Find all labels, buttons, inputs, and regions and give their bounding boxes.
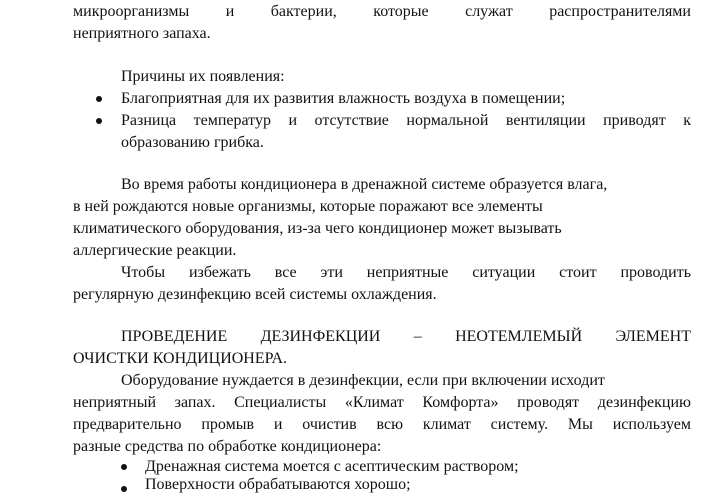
avoid-line-1: Чтобы избежать все эти неприятные ситуации стоит проводить — [121, 264, 691, 281]
bullet-icon — [121, 486, 127, 492]
bullet-icon — [96, 96, 102, 102]
equipment-line-3: предварительно промыв и очистив всю климат систему. Мы используем — [73, 416, 691, 433]
drainage-line-3: климатического оборудования, из-за чего кондиционер может вызывать — [73, 220, 562, 237]
equipment-line-1: Оборудование нуждается в дезинфекции, если при включении исходит — [121, 372, 605, 389]
causes-heading: Причины их появления: — [121, 68, 285, 85]
drainage-line-2: в ней рождаются новые организмы, которые поражают все элементы — [73, 198, 543, 215]
section-heading-line-2: ОЧИСТКИ КОНДИЦИОНЕРА. — [73, 350, 288, 367]
bullet-icon — [121, 464, 127, 470]
equipment-line-2: неприятный запах. Специалисты «Климат Комфорта» проводят дезинфекцию — [73, 394, 691, 411]
bullet-icon — [96, 118, 102, 124]
means-item-2: Поверхности обрабатываются хорошо; — [145, 476, 411, 493]
intro-line-2: неприятного запаха. — [73, 25, 211, 42]
equipment-line-4: разные средства по обработке кондиционера: — [73, 438, 382, 455]
drainage-line-1: Во время работы кондиционера в дренажной системе образуется влага, — [121, 176, 608, 193]
causes-item-2-line-2: образованию грибка. — [121, 134, 264, 151]
drainage-line-4: аллергические реакции. — [73, 242, 237, 259]
causes-item-2-line-1: Разница температур и отсутствие нормальной вентиляции приводят к — [121, 112, 691, 129]
section-heading-line-1: ПРОВЕДЕНИЕ ДЕЗИНФЕКЦИИ – НЕОТЕМЛЕМЫЙ ЭЛЕМЕНТ — [121, 328, 691, 345]
causes-item-1: Благоприятная для их развития влажность воздуха в помещении; — [121, 90, 566, 107]
intro-line-1: микроорганизмы и бактерии, которые служат распространителями — [73, 3, 691, 20]
avoid-line-2: регулярную дезинфекцию всей системы охлаждения. — [73, 286, 437, 303]
means-item-1: Дренажная система моется с асептическим раствором; — [145, 458, 519, 475]
